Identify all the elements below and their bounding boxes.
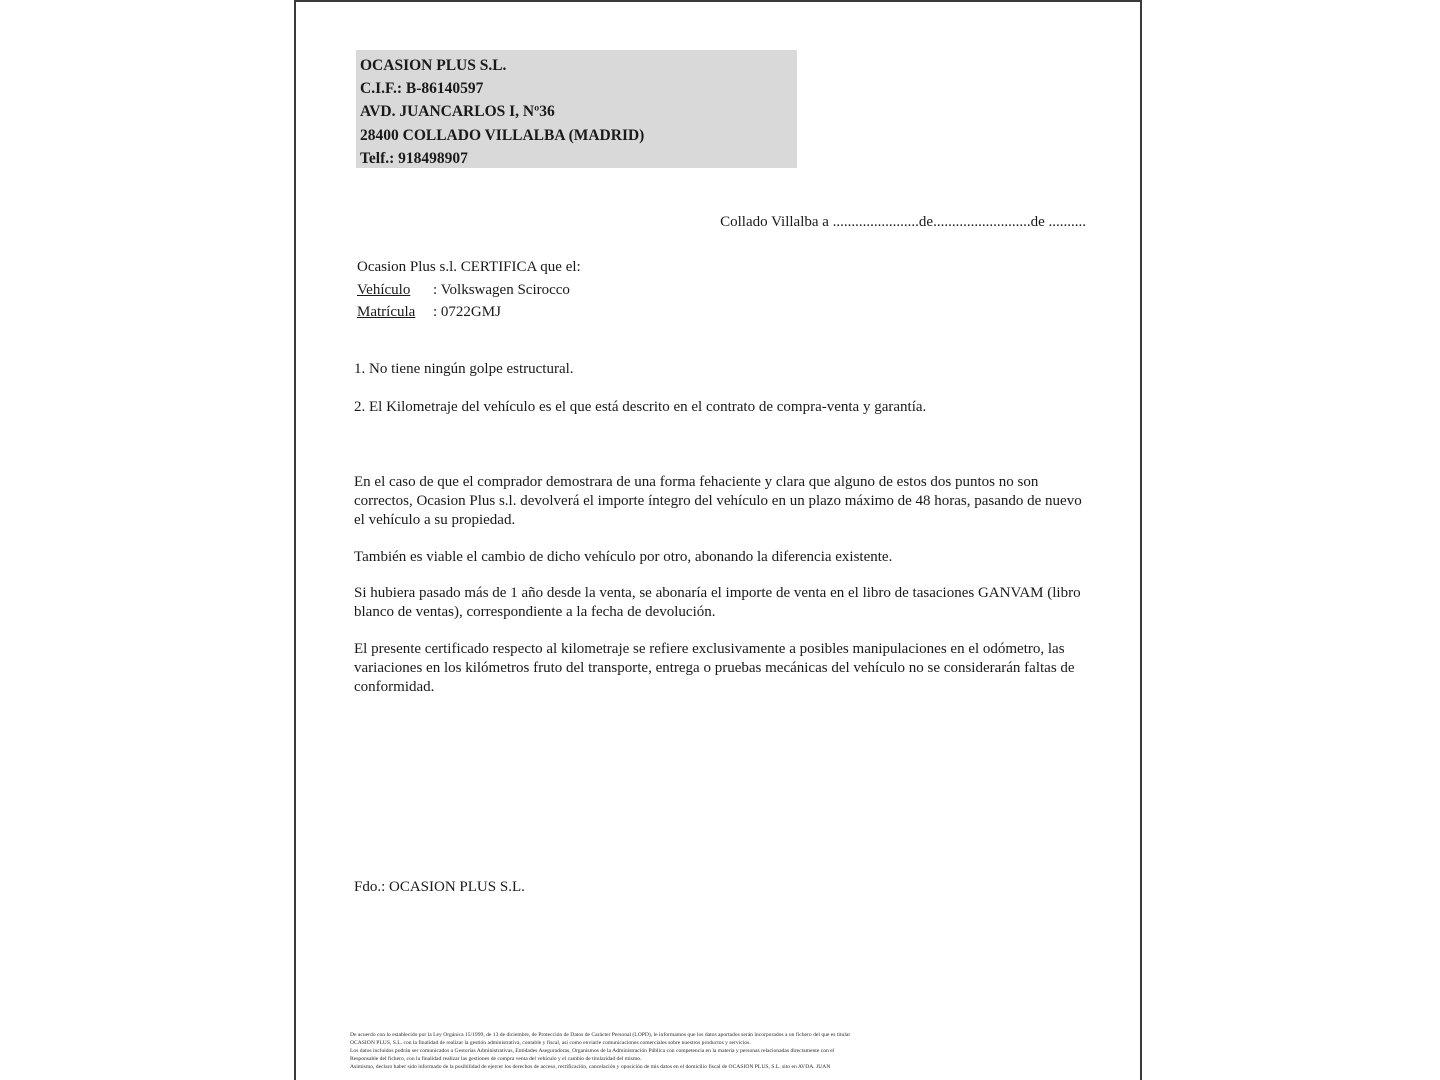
document-page — [294, 0, 1142, 1080]
vehicle-row — [357, 279, 581, 302]
company-name: OCASION PLUS S.L. — [360, 57, 507, 74]
vehicle-label: Vehículo — [357, 281, 411, 298]
paragraph-odometer: El presente certificado respecto al kilometraje se refiere exclusivamente a posibles manipulaciones en el odómetro, las variaciones en los kilómetros fruto del transporte, entrega o pruebas mecánicas del vehículo no se considerarán faltas de conformidad. — [354, 641, 1075, 695]
company-cif: C.I.F.: B-86140597 — [360, 80, 484, 98]
legal-line: De acuerdo con lo establecido por la Ley Orgánica 15/1999, de 13 de diciembre, de Protección de Datos de Carácter Personal (LOPD), le informamos que los datos aportados serán incorporados a un fichero del que es titular — [350, 1032, 851, 1038]
plate-value: : 0722GMJ — [433, 304, 501, 320]
company-city: 28400 COLLADO VILLALBA (MADRID) — [360, 126, 645, 144]
paragraph-ganvam: Si hubiera pasado más de 1 año desde la venta, se abonaría el importe de venta en el libro de tasaciones GANVAM (libro blanco de ventas), correspondiente a la fecha de devolución. — [354, 585, 1081, 620]
company-phone: Telf.: 918498907 — [360, 149, 468, 167]
point-1: 1. No tiene ningún golpe estructural. — [354, 361, 574, 377]
certificate-block — [357, 256, 581, 324]
legal-line: Los datos incluidos podrán ser comunicados a Gestorías Administrativas, Entidades Aseguradoras, Organismos de la Administración Pública con competencia en la materia y personas relacionadas directamente con el — [350, 1047, 835, 1054]
company-header — [356, 50, 797, 168]
point-2: 2. El Kilometraje del vehículo es el que está descrito en el contrato de compra-venta y garantía. — [354, 399, 927, 415]
plate-row — [357, 301, 581, 324]
legal-notice — [350, 1032, 1096, 1072]
plate-label: Matrícula — [357, 304, 416, 320]
vehicle-value: : Volkswagen Scirocco — [433, 281, 570, 298]
certificate-intro: Ocasion Plus s.l. CERTIFICA que el: — [357, 259, 581, 275]
place-date-line: Collado Villalba a .......................de..........................de .......... — [720, 214, 1086, 230]
signature-line: Fdo.: OCASION PLUS S.L. — [354, 879, 525, 895]
legal-line: OCASIÓN PLUS, S.L. con la finalidad de realizar la gestión administrativa, contable y fiscal, así como enviarle comunicaciones comerciales sobre nuestros productos y servicios. — [350, 1039, 751, 1046]
company-address: AVD. JUANCARLOS I, Nº36 — [360, 103, 555, 121]
paragraph-exchange: También es viable el cambio de dicho vehículo por otro, abonando la diferencia existente. — [354, 549, 893, 565]
legal-line: Responsable del fichero, con la finalidad realizar las gestiones de compra venta del vehículo y el cambio de titularidad del mismo. — [350, 1055, 642, 1062]
paragraph-refund: En el caso de que el comprador demostrara de una forma fehaciente y clara que alguno de estos dos puntos no son correctos, Ocasion Plus s.l. devolverá el importe íntegro del vehículo en un plazo máximo de 48 horas, pasando de nuevo el vehículo a su propiedad. — [354, 474, 1082, 528]
legal-line: Asimismo, declaro haber sido informado de la posibilidad de ejercer los derechos de acceso, rectificación, cancelación y oposición de mis datos en el domicilio fiscal de OCASIÓN PLUS, S.L. sito en AVDA. JUAN — [350, 1063, 831, 1070]
